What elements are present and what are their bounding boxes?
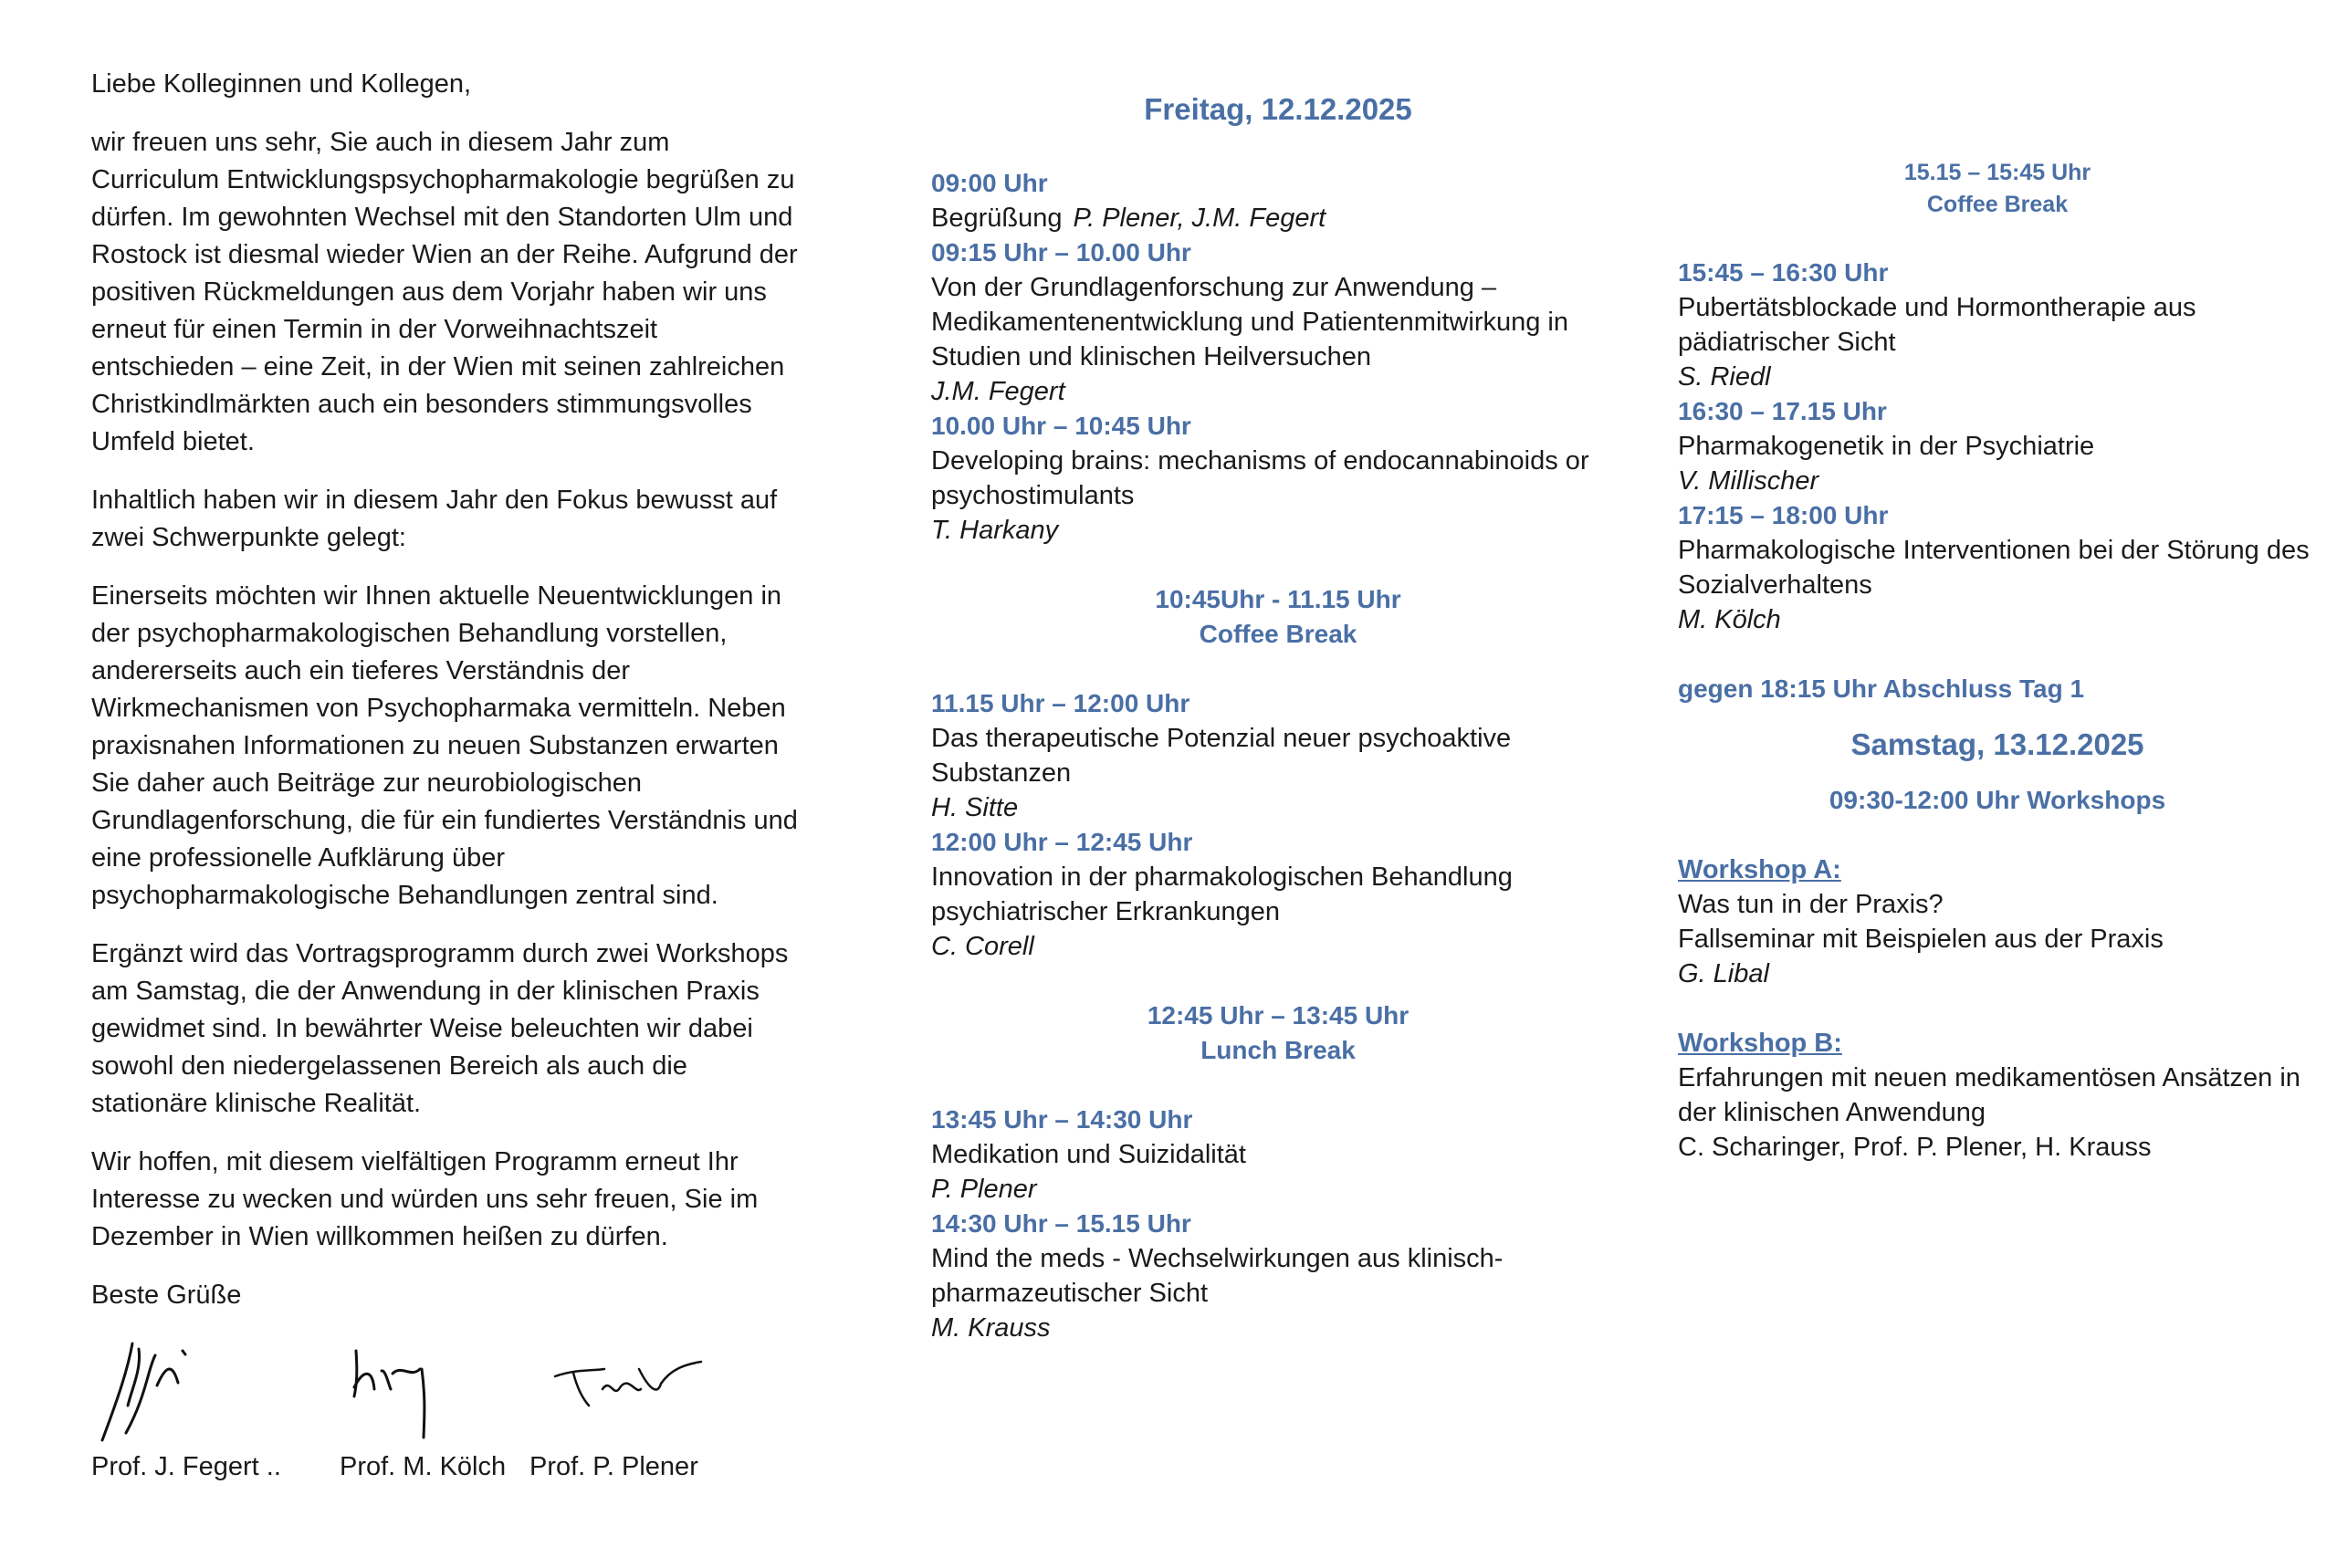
break-label: Lunch Break <box>1200 1036 1356 1064</box>
session-time: 14:30 Uhr – 15.15 Uhr <box>931 1209 1191 1238</box>
session-time: 12:00 Uhr – 12:45 Uhr <box>931 828 1193 856</box>
workshop-a-line: Was tun in der Praxis? <box>1678 890 1944 919</box>
session-speaker: T. Harkany <box>931 516 1059 545</box>
session-time: 16:30 – 17.15 Uhr <box>1678 397 1887 425</box>
friday-saturday-program <box>1678 157 2317 1165</box>
session-speaker: P. Plener <box>931 1175 1037 1204</box>
workshop-b-line: Erfahrungen mit neuen medikamentösen Ansätzen in der klinischen Anwendung <box>1678 1063 2300 1127</box>
letter-paragraph: Einerseits möchten wir Ihnen aktuelle Neuentwicklungen in der psychopharmakologischen Behandlung vorstellen, andererseits auch ein tieferes Verständnis der Wirkmechanismen von Psychopharmaka vermitteln. Neben praxisnahen Informationen zu neuen Substanzen erwarten Sie daher auch Beiträge zur neurobiologischen Grundlagenforschung, die für ein fundiertes Verständnis und eine professionelle Aufklärung über psychopharmakologische Behandlungen zentral sind. <box>91 581 798 910</box>
session-title: Das therapeutische Potenzial neuer psychoaktive Substanzen <box>931 724 1512 788</box>
welcome-letter <box>91 66 803 1314</box>
workshop-a-title: Workshop A: <box>1678 855 1841 884</box>
session-time: 17:15 – 18:00 Uhr <box>1678 501 1889 529</box>
session-time: 15:45 – 16:30 Uhr <box>1678 258 1889 287</box>
break-label: Coffee Break <box>1926 192 2069 217</box>
session-title: Developing brains: mechanisms of endocannabinoids or psychostimulants <box>931 446 1589 510</box>
session-time: 09:00 Uhr <box>931 169 1048 197</box>
session-title-text: Begrüßung <box>931 204 1063 233</box>
session-time: 10.00 Uhr – 10:45 Uhr <box>931 412 1191 440</box>
letter-paragraph: Inhaltlich haben wir in diesem Jahr den Fokus bewusst auf zwei Schwerpunkte gelegt: <box>91 486 778 552</box>
day-end-notice: gegen 18:15 Uhr Abschluss Tag 1 <box>1678 674 2085 703</box>
signature-plener <box>548 1333 712 1451</box>
friday-program <box>931 88 1625 1345</box>
session-speaker: J.M. Fegert <box>931 377 1065 406</box>
workshop-b-speaker: C. Scharinger, Prof. P. Plener, H. Krauss <box>1678 1133 2152 1162</box>
session-title: Medikation und Suizidalität <box>931 1140 1246 1169</box>
break-label: Coffee Break <box>1199 620 1357 648</box>
break-time: 10:45Uhr - 11.15 Uhr <box>1155 585 1401 613</box>
letter-paragraph: Ergänzt wird das Vortragsprogramm durch zwei Workshops am Samstag, die der Anwendung in der klinischen Praxis gewidmet sind. In bewährter Weise beleuchten wir dabei sowohl den niedergelassenen Bereich als auch die stationäre klinische Realität. <box>91 939 789 1118</box>
workshops-time: 09:30-12:00 Uhr Workshops <box>1829 786 2166 814</box>
day-title-saturday: Samstag, 13.12.2025 <box>1850 727 2144 761</box>
letter-greeting: Liebe Kolleginnen und Kollegen, <box>91 69 472 99</box>
session-speaker: C. Corell <box>931 932 1034 961</box>
session-title: Innovation in der pharmakologischen Behandlung psychiatrischer Erkrankungen <box>931 862 1513 926</box>
day-title-friday: Freitag, 12.12.2025 <box>1144 92 1412 126</box>
workshop-a-line: Fallseminar mit Beispielen aus der Praxis <box>1678 925 2164 954</box>
session-speaker: V. Millischer <box>1678 466 1819 496</box>
session-title: Pubertätsblockade und Hormontherapie aus pädiatrischer Sicht <box>1678 293 2196 357</box>
session-speaker: M. Kölch <box>1678 605 1781 634</box>
session-title: Pharmakologische Interventionen bei der Störung des Sozialverhaltens <box>1678 536 2310 600</box>
workshop-a-speaker: G. Libal <box>1678 959 1769 988</box>
letter-closing: Beste Grüße <box>91 1281 242 1310</box>
session-time: 09:15 Uhr – 10.00 Uhr <box>931 238 1191 267</box>
signatory-name: Prof. P. Plener <box>529 1452 698 1481</box>
session-title: Mind the meds - Wechselwirkungen aus klinisch-pharmazeutischer Sicht <box>931 1244 1504 1308</box>
session-time: 13:45 Uhr – 14:30 Uhr <box>931 1105 1193 1134</box>
session-title: Pharmakogenetik in der Psychiatrie <box>1678 432 2095 461</box>
signatory-name: Prof. M. Kölch <box>340 1452 507 1481</box>
letter-paragraph: Wir hoffen, mit diesem vielfältigen Programm erneut Ihr Interesse zu wecken und würden uns sehr freuen, Sie im Dezember in Wien willkommen heißen zu dürfen. <box>91 1147 759 1251</box>
break-time: 15.15 – 15:45 Uhr <box>1903 160 2091 185</box>
session-speaker: H. Sitte <box>931 793 1019 822</box>
session-speaker: S. Riedl <box>1678 362 1771 392</box>
session-speaker: M. Krauss <box>931 1313 1051 1343</box>
session-title: Von der Grundlagenforschung zur Anwendung – Medikamentenentwicklung und Patientenmitwirkung in Studien und klinischen Heilversuchen <box>931 273 1568 371</box>
signature-koelch <box>338 1333 484 1451</box>
signatory-name: Prof. J. Fegert .. <box>91 1452 281 1481</box>
workshop-b-title: Workshop B: <box>1678 1029 1842 1058</box>
session-title <box>931 201 1625 235</box>
signatures <box>91 1333 749 1497</box>
session-time: 11.15 Uhr – 12:00 Uhr <box>931 689 1190 717</box>
session-speaker: P. Plener, J.M. Fegert <box>1073 204 1326 233</box>
letter-paragraph: wir freuen uns sehr, Sie auch in diesem Jahr zum Curriculum Entwicklungspsychopharmakologie begrüßen zu dürfen. Im gewohnten Wechsel mit den Standorten Ulm und Rostock ist diesmal wieder Wien an der Reihe. Aufgrund der positiven Rückmeldungen aus dem Vorjahr haben wir uns erneut für einen Termin in der Vorweihnachtszeit entschieden – eine Zeit, in der Wien mit seinen zahlreichen Christkindlmärkten auch ein besonders stimmungsvolles Umfeld bietet. <box>91 128 798 456</box>
break-time: 12:45 Uhr – 13:45 Uhr <box>1147 1001 1410 1030</box>
signature-fegert <box>91 1333 237 1451</box>
